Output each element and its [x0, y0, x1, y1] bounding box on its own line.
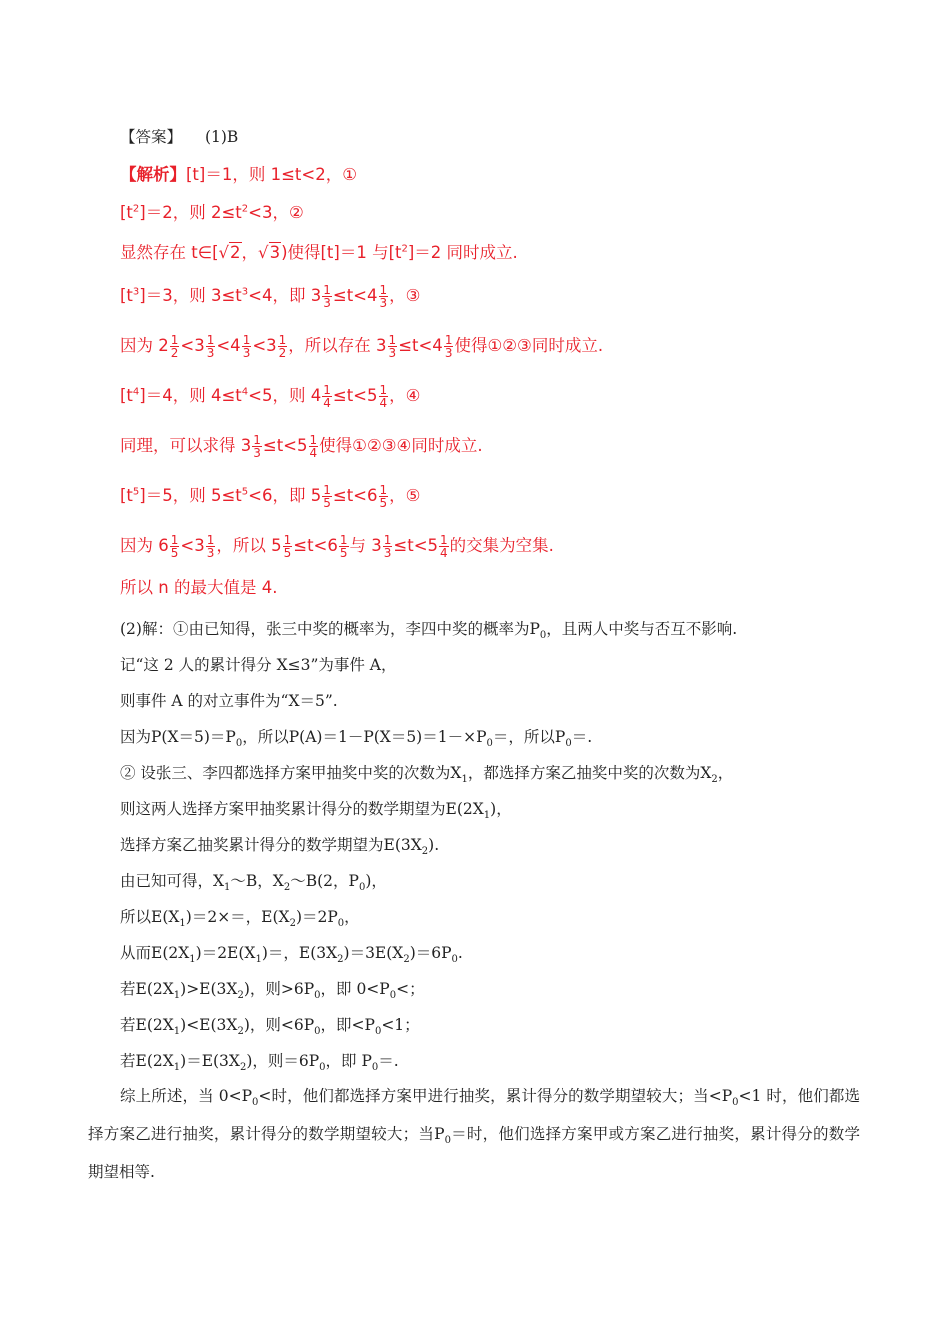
fraction: $\frac{1}{5}$ [379, 483, 388, 510]
fraction: $\frac{1}{3}$ [444, 333, 453, 360]
part2-line-6: 则这两人选择方案甲抽奖累计得分的数学期望为$E(2X_1)$， [120, 800, 512, 822]
answer-line [120, 126, 238, 148]
fraction: $\frac{1}{5}$ [170, 533, 179, 560]
fraction: $\frac{1}{3}$ [253, 433, 261, 460]
analysis-line-3: 显然存在 t∈[√2，√3)使得[t]＝1 与$[t^2]=2$ 同时成立. [120, 243, 518, 262]
part2-line-13: 若$E(2X_1)=E(3X_2)$，则$=6P_0$，即 $P_0=$. [120, 1052, 399, 1074]
part2-line-11: 若$E(2X_1)>E(3X_2)$，则$>6P_0$，即 $0<P_0<$； [120, 980, 425, 1002]
part2-line-4: 因为$P(X=5)=P_0$，所以$P(A)=1-P(X=5)=1-\times P_0=$，所以$P_0=$. [120, 728, 593, 750]
analysis-line-10: 所以 n 的最大值是 4. [120, 578, 278, 597]
fraction: $\frac{1}{2}$ [278, 333, 287, 360]
part2-line-5: ② 设张三、李四都选择方案甲抽奖中奖的次数为$X_1$，都选择方案乙抽奖中奖的次数为$X_2$， [120, 764, 734, 786]
analysis-label: 【解析】 [120, 165, 186, 184]
part2-line-3: 则事件 A 的对立事件为“X＝5”. [120, 692, 338, 710]
analysis-line-8: $[t^5]=5$，则 $5\le t^5<6$，即 5 $\frac{1}{5}$ ≤t<6 $\frac{1}{5}$ ，⑤ [120, 483, 421, 510]
fraction: $\frac{1}{3}$ [383, 533, 392, 560]
part2-line-2: 记“这 2 人的累计得分 X≤3”为事件 A， [120, 656, 397, 674]
fraction: $\frac{1}{5}$ [339, 533, 348, 560]
fraction: $\frac{1}{3}$ [323, 283, 331, 310]
part2-line-8: 由已知可得，$X_1\sim B$，$X_2\sim B(2$，$P_0$)， [120, 872, 387, 894]
fraction: $\frac{1}{4}$ [323, 383, 331, 410]
fraction: $\frac{1}{4}$ [440, 533, 448, 560]
conclusion-paragraph: 综上所述，当 $0<P_0<$时，他们都选择方案甲进行抽奖，累计得分的数学期望较大；当$<P_0<1$ 时，他们都选择方案乙进行抽奖，累计得分的数学期望较大；当$P_0=$时，他们选择方案甲或方案乙进行抽奖，累计得分的数学期望相等. [88, 1087, 860, 1181]
analysis-line-1: 【解析】[t]＝1，则 1≤t<2，① [120, 165, 357, 184]
fraction: $\frac{1}{5}$ [323, 483, 331, 510]
fraction: $\frac{1}{2}$ [170, 333, 179, 360]
analysis-line-9: 因为 6 $\frac{1}{5}$ <3 $\frac{1}{3}$ ，所以 5 $\frac{1}{5}$ ≤t<6 $\frac{1}{5}$ 与 3 $\frac{1}{3}$ ≤t<5 $\frac{1}{4}$ 的交集为空集. [120, 533, 554, 560]
part2-line-9: 所以$E(X_1)=2\times=$，$E(X_2)=2P_0$， [120, 908, 360, 930]
analysis-line-5: 因为 2 $\frac{1}{2}$ <3 $\frac{1}{3}$ <4 $\frac{1}{3}$ <3 $\frac{1}{2}$ ，所以存在 3 $\frac{1}{3}$ ≤t<4 $\frac{1}{3}$ 使得①②③同时成立. [120, 333, 604, 360]
fraction: $\frac{1}{5}$ [283, 533, 292, 560]
part2-line-10: 从而$E(2X_1)=2E(X_1)=$，$E(3X_2)=3E(X_2)=6P_0$. [120, 944, 463, 966]
analysis-line-4: $[t^3]=3$，则 $3\le t^3<4$，即 3 $\frac{1}{3}$ ≤t<4 $\frac{1}{3}$ ，③ [120, 283, 421, 310]
fraction: $\frac{1}{3}$ [242, 333, 251, 360]
fraction: $\frac{1}{3}$ [206, 533, 215, 560]
answer-value: (1)B [204, 128, 239, 146]
part2-line-7: 选择方案乙抽奖累计得分的数学期望为$E(3X_2)$. [120, 836, 440, 858]
fraction: $\frac{1}{3}$ [379, 283, 388, 310]
part2-line-12: 若$E(2X_1)<E(3X_2)$，则$<6P_0$，即$<P_0<1$； [120, 1016, 420, 1038]
fraction: $\frac{1}{3}$ [388, 333, 397, 360]
analysis-line-2: $[t^2]=2$，则 $2\le t^2<3$，② [120, 203, 304, 222]
part2-line-1: (2)解：①由已知得，张三中奖的概率为，李四中奖的概率为$P_0$，且两人中奖与否互不影响. [120, 620, 738, 642]
answer-label: 【答案】 [120, 128, 183, 146]
analysis-line-7: 同理，可以求得 3 $\frac{1}{3}$ ≤t<5 $\frac{1}{4}$ 使得①②③④同时成立. [120, 433, 483, 460]
fraction: $\frac{1}{4}$ [379, 383, 388, 410]
fraction: $\frac{1}{4}$ [309, 433, 318, 460]
fraction: $\frac{1}{3}$ [206, 333, 215, 360]
analysis-line-6: $[t^4]=4$，则 $4\le t^4<5$，则 4 $\frac{1}{4}$ ≤t<5 $\frac{1}{4}$ ，④ [120, 383, 421, 410]
